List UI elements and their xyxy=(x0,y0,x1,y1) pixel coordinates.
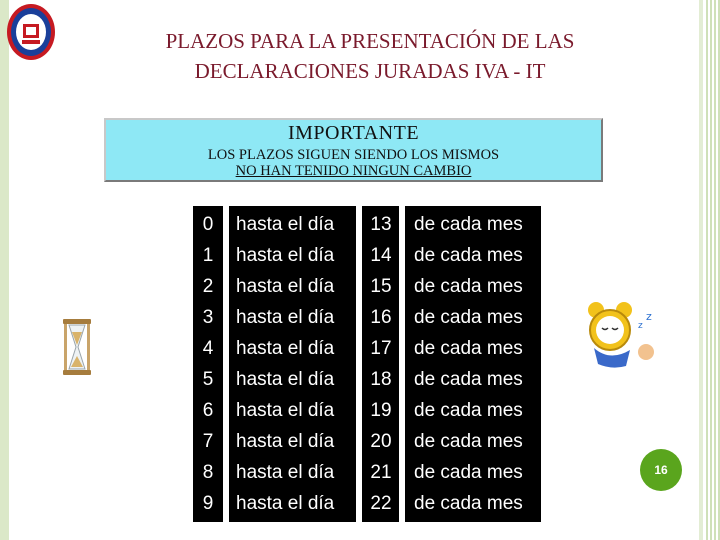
deadline-day: 20 xyxy=(370,431,392,452)
deadline-label: hasta el día xyxy=(236,245,335,266)
deadline-label: hasta el día xyxy=(236,214,335,235)
deadline-label: hasta el día xyxy=(236,307,335,328)
table-row xyxy=(193,240,541,271)
notice-line-1: LOS PLAZOS SIGUEN SIENDO LOS MISMOS xyxy=(207,147,500,163)
deadline-label: hasta el día xyxy=(236,400,335,421)
deadline-label: hasta el día xyxy=(236,338,335,359)
table-row xyxy=(193,271,541,302)
deadline-day: 21 xyxy=(370,462,392,483)
ruc-last-digit: 8 xyxy=(202,462,214,483)
ruc-last-digit: 3 xyxy=(202,307,214,328)
table-row xyxy=(193,364,541,395)
deadline-label: hasta el día xyxy=(236,462,335,483)
deadline-day: 22 xyxy=(370,493,392,514)
ruc-last-digit: 0 xyxy=(202,214,214,235)
notice-line-2: NO HAN TENIDO NINGUN CAMBIO xyxy=(235,163,472,179)
deadline-period: de cada mes xyxy=(414,214,523,235)
table-row xyxy=(193,457,541,488)
deadline-day: 13 xyxy=(370,214,392,235)
table-row xyxy=(193,488,541,519)
deadline-label: hasta el día xyxy=(236,276,335,297)
deadline-day: 19 xyxy=(370,400,392,421)
deadline-label: hasta el día xyxy=(236,369,335,390)
university-seal-logo xyxy=(6,2,56,62)
deadline-day: 14 xyxy=(370,245,392,266)
slide-frame-right xyxy=(699,0,703,540)
deadline-day: 16 xyxy=(370,307,392,328)
deadline-period: de cada mes xyxy=(414,245,523,266)
deadline-period: de cada mes xyxy=(414,431,523,452)
slide-number-badge: 16 xyxy=(640,449,682,491)
slide-title xyxy=(90,26,650,86)
important-notice-box xyxy=(104,118,603,182)
svg-text:z: z xyxy=(646,310,652,323)
deadline-period: de cada mes xyxy=(414,307,523,328)
ruc-last-digit: 4 xyxy=(202,338,214,359)
svg-text:z: z xyxy=(638,321,643,331)
slide-title-line-1: PLAZOS PARA LA PRESENTACIÓN DE LAS xyxy=(165,29,575,53)
table-row xyxy=(193,426,541,457)
deadline-period: de cada mes xyxy=(414,338,523,359)
deadline-day: 15 xyxy=(370,276,392,297)
ruc-last-digit: 6 xyxy=(202,400,214,421)
ruc-last-digit: 7 xyxy=(202,431,214,452)
deadline-day: 18 xyxy=(370,369,392,390)
deadline-period: de cada mes xyxy=(414,462,523,483)
deadline-period: de cada mes xyxy=(414,369,523,390)
ruc-last-digit: 5 xyxy=(202,369,214,390)
deadline-label: hasta el día xyxy=(236,431,335,452)
deadline-table xyxy=(193,206,541,522)
ruc-last-digit: 2 xyxy=(202,276,214,297)
deadline-day: 17 xyxy=(370,338,392,359)
slide-frame-left xyxy=(0,0,9,540)
slide-frame-stripes xyxy=(706,0,720,540)
ruc-last-digit: 9 xyxy=(202,493,214,514)
deadline-period: de cada mes xyxy=(414,276,523,297)
deadline-period: de cada mes xyxy=(414,493,523,514)
deadline-label: hasta el día xyxy=(236,493,335,514)
notice-heading: IMPORTANTE xyxy=(287,122,420,144)
sleeping-clock-icon xyxy=(582,300,664,372)
hourglass-icon xyxy=(62,318,92,376)
table-row xyxy=(193,209,541,240)
slide-title-line-2: DECLARACIONES JURADAS IVA - IT xyxy=(194,59,546,83)
deadline-period: de cada mes xyxy=(414,400,523,421)
table-row xyxy=(193,333,541,364)
ruc-last-digit: 1 xyxy=(202,245,214,266)
table-row xyxy=(193,395,541,426)
table-row xyxy=(193,302,541,333)
